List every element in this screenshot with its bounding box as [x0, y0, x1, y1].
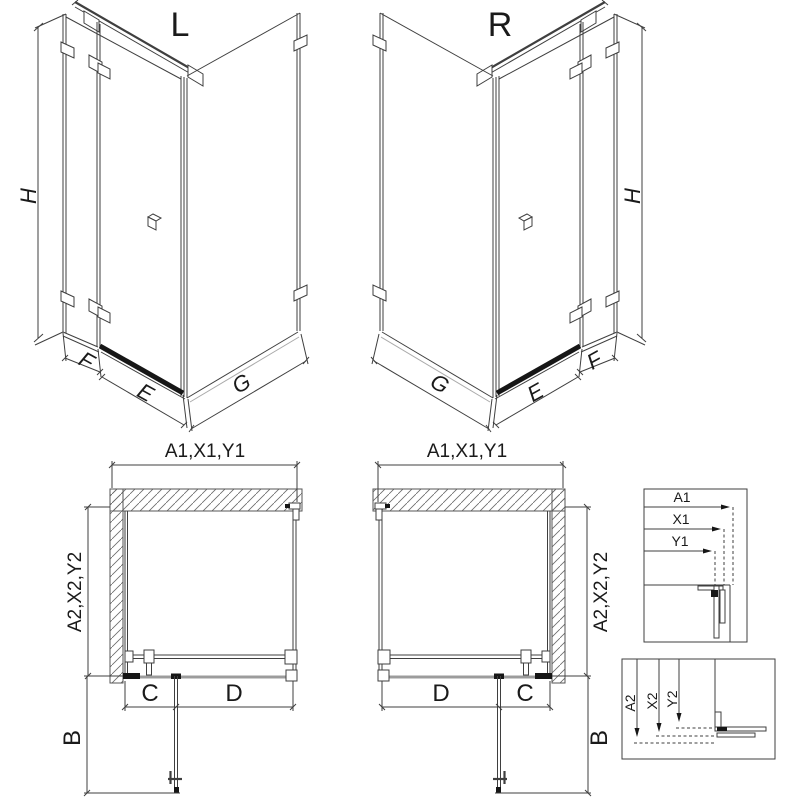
- plan-view-right: [335, 440, 635, 800]
- dim-label-side-l: G: [227, 368, 255, 399]
- dim-label-depth-pr: A2,X2,Y2: [591, 551, 612, 633]
- detail-label-y2: Y2: [664, 690, 680, 708]
- glass-section: [720, 590, 725, 623]
- arrowhead-y1: [703, 549, 712, 554]
- detail-label-y1: Y1: [671, 533, 689, 549]
- arrowhead-x1: [712, 527, 721, 532]
- detail-box-width: [640, 483, 755, 648]
- detail-label-a2: A2: [622, 694, 638, 712]
- dim-label-height-r: H: [620, 188, 645, 204]
- wall-side-hatched: [552, 489, 565, 683]
- wall-top-hatched: [110, 489, 302, 511]
- detail-label-a1: A1: [673, 489, 691, 505]
- iso-view-left: [16, 0, 340, 450]
- arrowhead-y2: [677, 713, 682, 722]
- dim-label-height-l: H: [16, 188, 41, 204]
- dim-label-width-pr: A1,X1,Y1: [426, 441, 508, 462]
- arrowhead-a2: [635, 728, 640, 737]
- plan-view-left: [40, 440, 340, 800]
- dim-label-d-pr: D: [432, 680, 450, 707]
- dim-label-side-r: G: [426, 368, 454, 399]
- arrowhead-x2: [657, 723, 662, 732]
- wall-side-hatched: [110, 489, 123, 683]
- seal-section: [711, 590, 718, 597]
- arrowhead-a1: [721, 505, 730, 510]
- wall-top-hatched: [373, 489, 565, 511]
- dim-label-b-pl: B: [59, 729, 86, 747]
- dim-label-d-pl: D: [225, 680, 243, 707]
- dim-label-c-pl: C: [141, 680, 159, 707]
- detail-label-x1: X1: [672, 511, 690, 527]
- dim-label-depth-pl: A2,X2,Y2: [65, 551, 86, 633]
- seal-section: [717, 727, 727, 731]
- glass-section: [715, 712, 721, 727]
- dim-label-width-pl: A1,X1,Y1: [164, 441, 246, 462]
- dim-label-fixed-r: F: [582, 346, 607, 375]
- iso-view-right: [330, 0, 660, 450]
- view-title-left: L: [170, 6, 190, 44]
- view-title-right: R: [487, 6, 513, 44]
- dim-label-fixed-l: F: [74, 346, 99, 375]
- detail-box-depth: [616, 653, 778, 765]
- dim-label-b-pr: B: [586, 729, 613, 747]
- floor-profile-section: [717, 733, 755, 737]
- detail-label-x2: X2: [644, 692, 660, 710]
- dim-label-door-r: E: [522, 377, 548, 407]
- dim-label-door-l: E: [133, 377, 159, 407]
- dim-label-c-pr: C: [516, 680, 534, 707]
